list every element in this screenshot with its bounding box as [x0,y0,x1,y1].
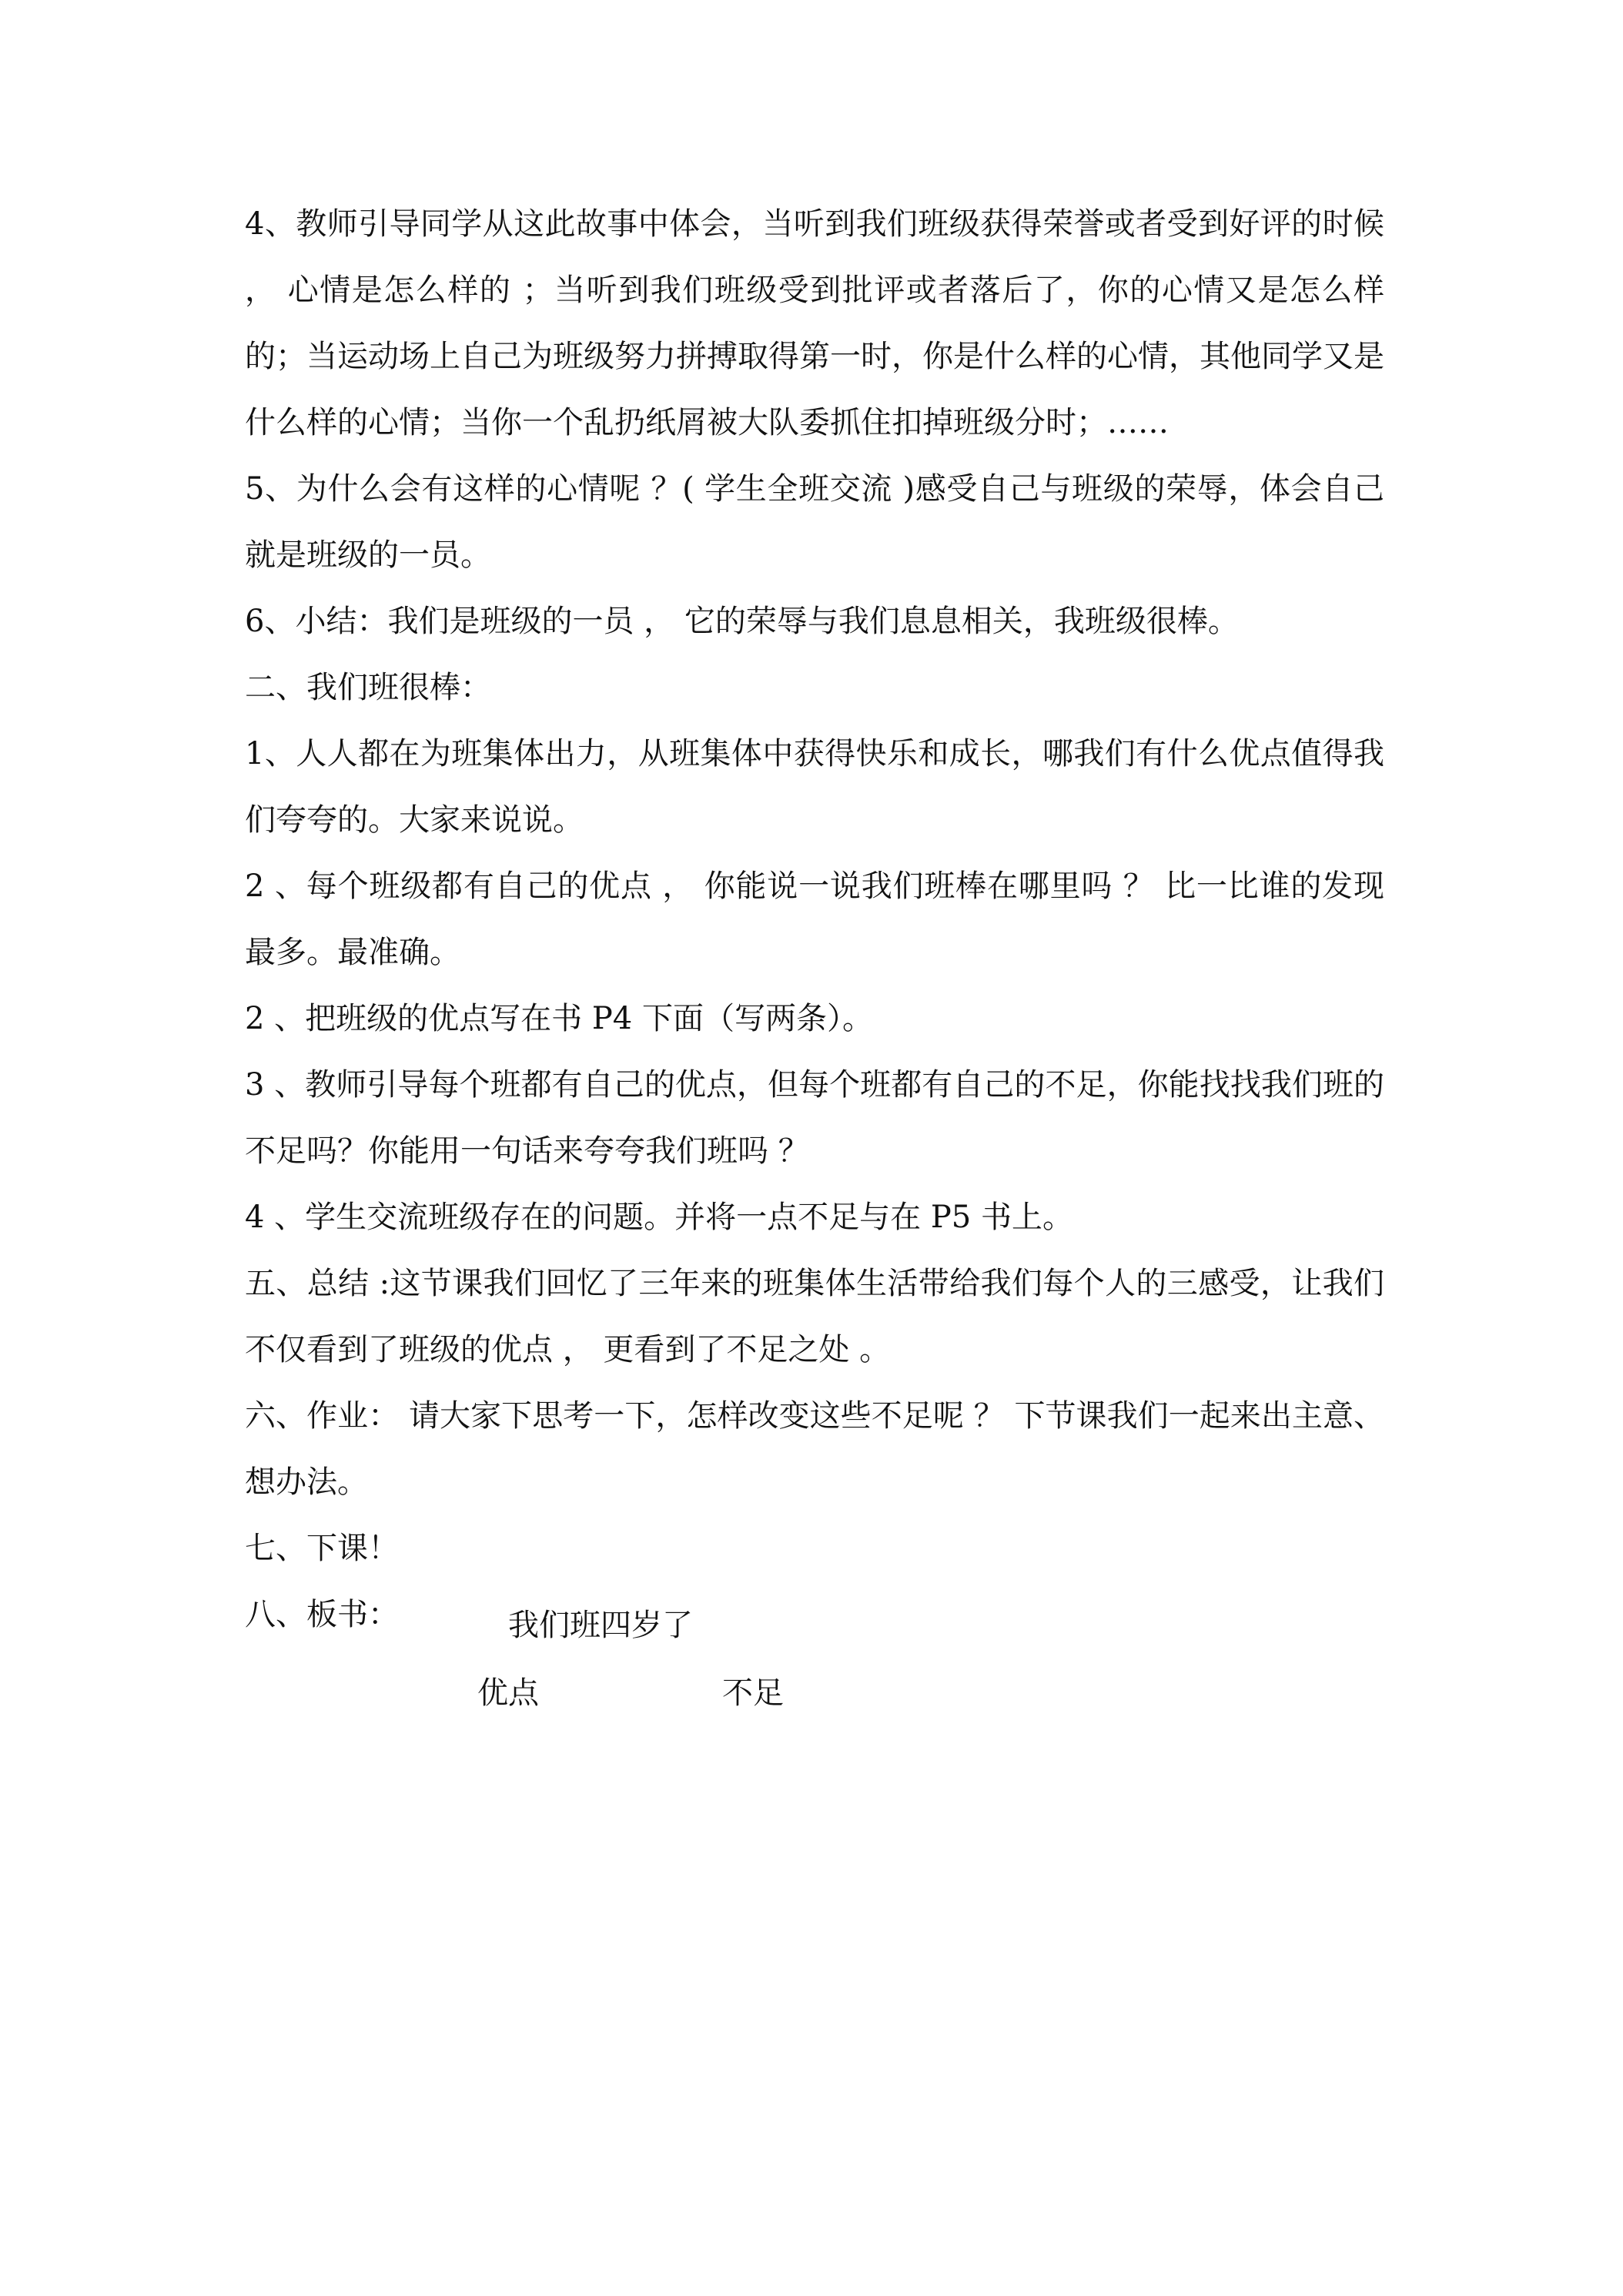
paragraph-step-5: 5、为什么会有这样的心情呢 ？( 学生全班交流 )感受自己与班级的荣辱，体会自己就是班级的一员。 [245,471,1384,573]
paragraph-step-4: 4、教师引导同学从这此故事中体会，当听到我们班级获得荣誉或者受到好评的时候 ， 心情是怎么样的 ；当听到我们班级受到批评或者落后了，你的心情又是怎么样的；当运动场上自己为班级努力拼搏取得第一时，你是什么样的心情，其他同学又是什么样的心情；当你一个乱扔纸屑被大队委抓住扣掉班级分时；…… [245,206,1384,440]
section-conclusion: 五、总结 :这节课我们回忆了三年来的班集体生活带给我们每个人的三感受，让我们不仅看到了班级的优点 ， 更看到了不足之处 。 [245,1266,1384,1367]
paragraph-item-2b: 2 、把班级的优点写在书 P4 下面（写两条）。 [245,1001,873,1036]
section-heading-2: 二、我们班很棒： [245,670,491,705]
board-strengths-label: 优点 [477,1675,539,1711]
board-weaknesses-label: 不足 [722,1675,784,1711]
section-homework: 六、作业： 请大家下思考一下，怎样改变这些不足呢 ？ 下节课我们一起来出主意、想办法。 [245,1398,1384,1500]
paragraph-item-4: 4 、学生交流班级存在的问题。并将一点不足与在 P5 书上。 [245,1200,1073,1235]
paragraph-item-2a: 2 、每个班级都有自己的优点 ， 你能说一说我们班棒在哪里吗 ？ 比一比谁的发现最多。最准确。 [245,869,1384,970]
paragraph-step-6-summary: 6、小结：我们是班级的一员 ， 它的荣辱与我们息息相关，我班级很棒。 [245,604,1239,639]
document-body [245,191,1384,1648]
paragraph-item-1: 1、人人都在为班集体出力，从班集体中获得快乐和成长，哪我们有什么优点值得我们夸夸的。大家来说说。 [245,736,1384,838]
section-dismissal: 七、下课！ [245,1531,399,1566]
section-board-heading: 八、板书： [245,1597,399,1632]
paragraph-item-3: 3 、教师引导每个班都有自己的优点，但每个班都有自己的不足，你能找找我们班的不足吗？你能用一句话来夸夸我们班吗 ？ [245,1067,1384,1169]
board-title: 我们班四岁了 [508,1608,693,1643]
